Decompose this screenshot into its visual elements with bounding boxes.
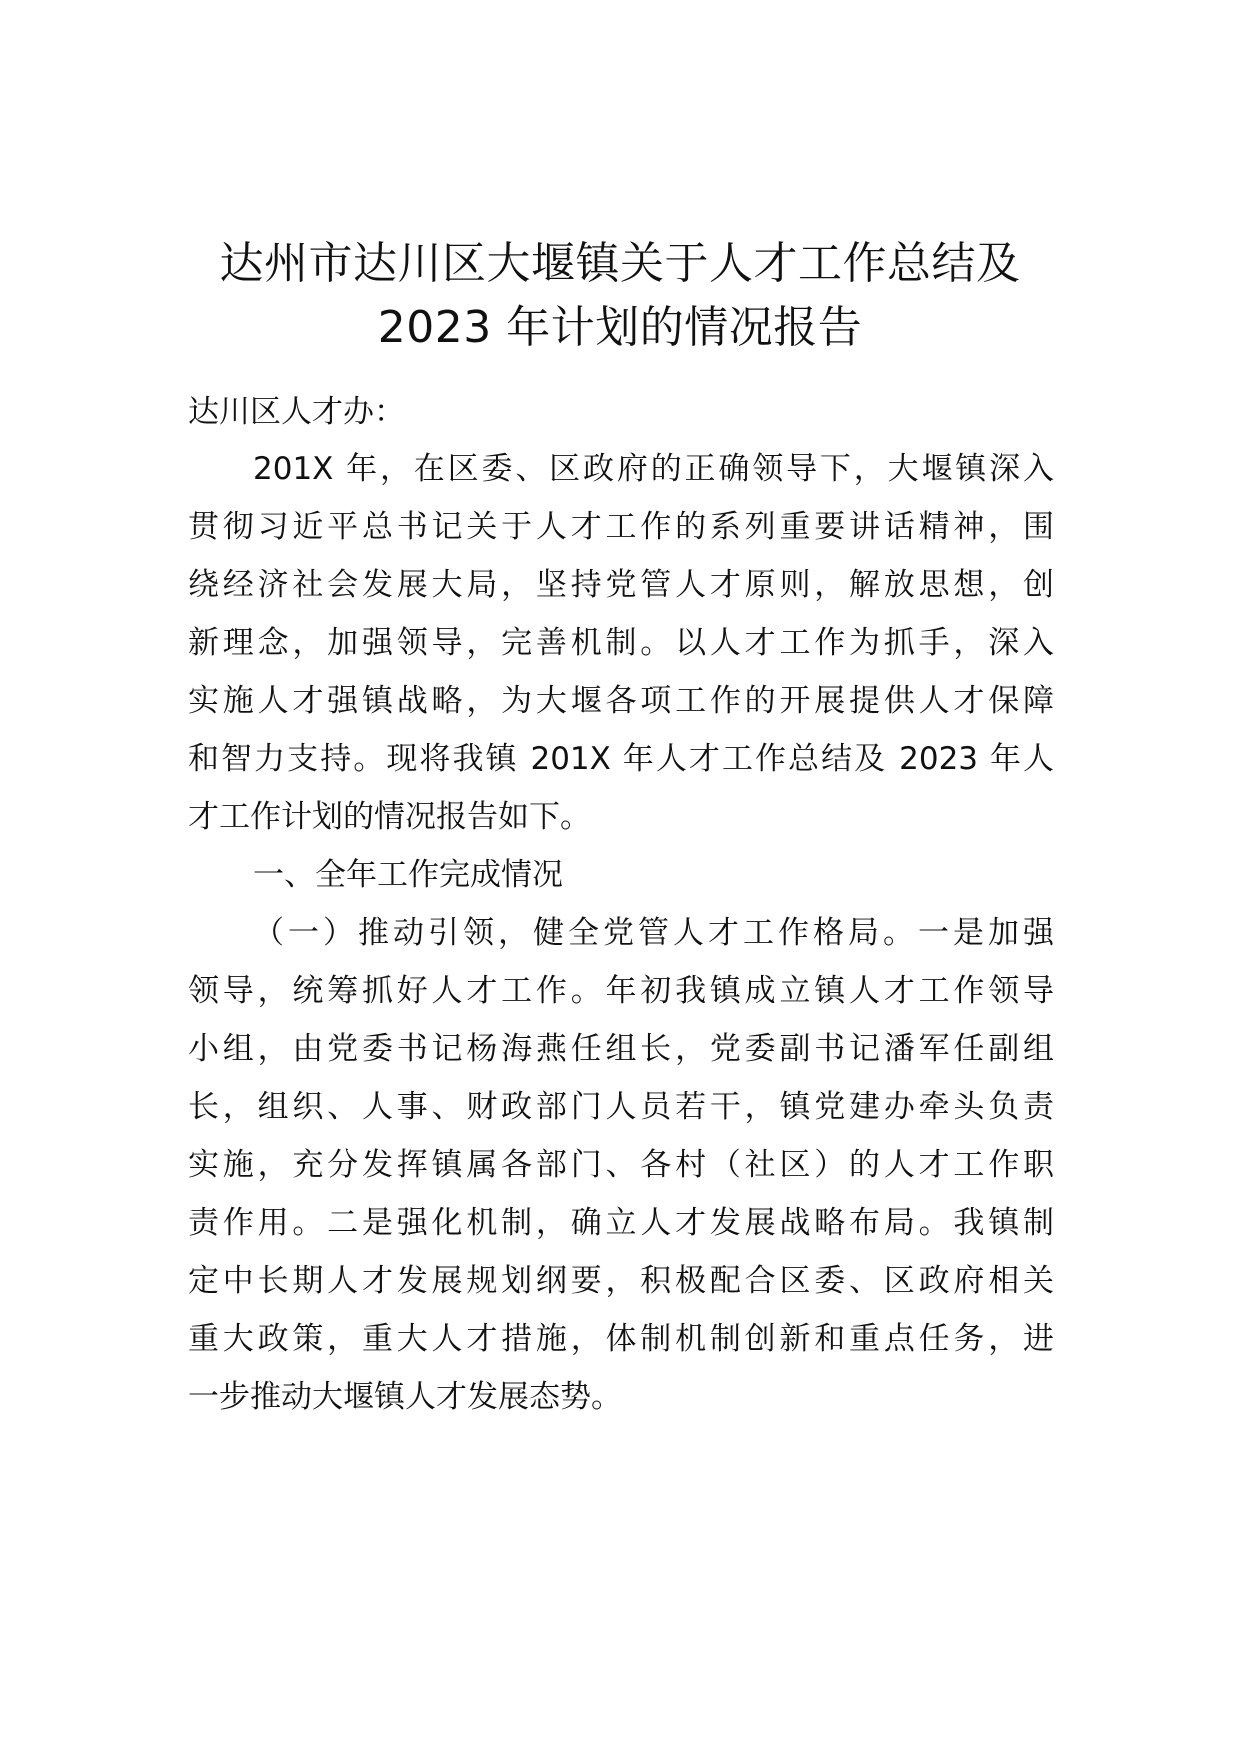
document-title-line-1: 达州市达川区大堰镇关于人才工作总结及 — [219, 238, 1021, 289]
paragraph-2-line-4: 长，组织、人事、财政部门人员若干，镇党建办牵头负责 — [188, 1089, 1054, 1125]
paragraph-1-line-5: 实施人才强镇战略，为大堰各项工作的开展提供人才保障 — [188, 683, 1054, 719]
paragraph-1-line-4: 新理念，加强领导，完善机制。以人才工作为抓手，深入 — [188, 625, 1054, 661]
paragraph-2-line-8: 重大政策，重大人才措施，体制机制创新和重点任务，进 — [188, 1321, 1054, 1357]
paragraph-2-line-2: 领导，统筹抓好人才工作。年初我镇成立镇人才工作领导 — [188, 973, 1054, 1009]
salutation: 达川区人才办： — [188, 394, 405, 430]
document-title-line-2: 2023 年计划的情况报告 — [377, 302, 863, 353]
paragraph-2-line-1: （一）推动引领，健全党管人才工作格局。一是加强 — [253, 915, 1054, 951]
paragraph-2-line-9: 一步推动大堰镇人才发展态势。 — [188, 1379, 622, 1415]
paragraph-1-line-3: 绕经济社会发展大局，坚持党管人才原则，解放思想，创 — [188, 567, 1054, 603]
paragraph-1-line-1: 201X 年，在区委、区政府的正确领导下，大堰镇深入 — [253, 451, 1054, 487]
section-1-heading: 一、全年工作完成情况 — [253, 857, 563, 893]
paragraph-1-line-7: 才工作计划的情况报告如下。 — [188, 799, 591, 835]
paragraph-2-line-7: 定中长期人才发展规划纲要，积极配合区委、区政府相关 — [188, 1263, 1054, 1299]
paragraph-1-line-6: 和智力支持。现将我镇 201X 年人才工作总结及 2023 年人 — [188, 741, 1054, 777]
paragraph-2-line-5: 实施，充分发挥镇属各部门、各村（社区）的人才工作职 — [188, 1147, 1054, 1183]
paragraph-2-line-6: 责作用。二是强化机制，确立人才发展战略布局。我镇制 — [188, 1205, 1054, 1241]
paragraph-2-line-3: 小组，由党委书记杨海燕任组长，党委副书记潘军任副组 — [188, 1031, 1054, 1067]
paragraph-1-line-2: 贯彻习近平总书记关于人才工作的系列重要讲话精神，围 — [188, 509, 1054, 545]
